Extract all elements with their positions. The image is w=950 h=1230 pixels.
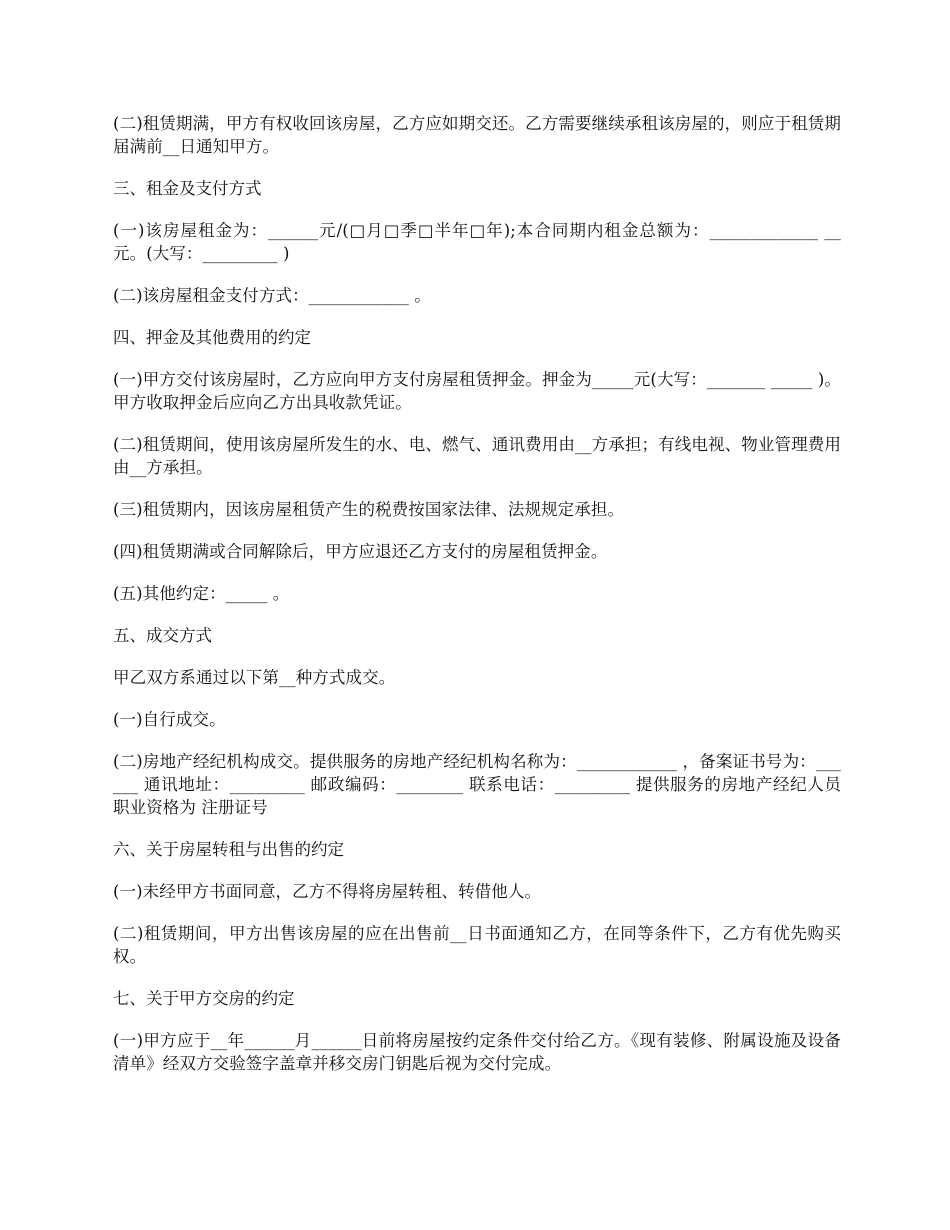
clause-rent-payment-method: (二)该房屋租金支付方式：____________ 。 (113, 286, 431, 305)
clause-sale-notice: (二)租赁期间，甲方出售该房屋的应在出售前__日书面通知乙方，在同等条件下，乙方有优先购买权。 (113, 924, 841, 966)
clause-utility-fees: (二)租赁期间，使用该房屋所发生的水、电、燃气、通讯费用由__方承担；有线电视、物业管理费用由__方承担。 (113, 435, 841, 477)
document-body (113, 112, 841, 1094)
clause-other-agreements: (五)其他约定：_____ 。 (113, 584, 290, 603)
clause-self-transaction: (一)自行成交。 (113, 710, 226, 729)
clause-taxes: (三)租赁期内，因该房屋租赁产生的税费按国家法律、法规规定承担。 (113, 500, 625, 519)
clause-agency-transaction: (二)房地产经纪机构成交。提供服务的房地产经纪机构名称为：____________ ，备案证书号为：______ 通讯地址：_________ 邮政编码：________ 联系电话：_________ 提供服务的房地产经纪人员职业资格为 注册证号 (113, 752, 841, 817)
section-heading-handover: 七、关于甲方交房的约定 (113, 989, 295, 1008)
clause-transaction-choice: 甲乙双方系通过以下第__种方式成交。 (113, 668, 396, 687)
clause-rent-amount: (一)该房屋租金为：______元/(□月□季□半年□年);本合同期内租金总额为：_____________ __元。(大写：_________ ) (113, 221, 841, 263)
clause-handover-date: (一)甲方应于__年______月______日前将房屋按约定条件交付给乙方。《现有装修、附属设施及设备清单》经双方交验签字盖章并移交房门钥匙后视为交付完成。 (113, 1031, 841, 1073)
clause-deposit-refund: (四)租赁期满或合同解除后，甲方应退还乙方支付的房屋租赁押金。 (113, 542, 608, 561)
section-heading-rent-payment: 三、租金及支付方式 (113, 179, 262, 198)
clause-deposit: (一)甲方交付该房屋时，乙方应向甲方支付房屋租赁押金。押金为_____元(大写：_______ _____ )。甲方收取押金后应向乙方出具收款凭证。 (113, 370, 841, 412)
clause-no-sublease: (一)未经甲方书面同意，乙方不得将房屋转租、转借他人。 (113, 882, 542, 901)
clause-lease-expiry-return: (二)租赁期满，甲方有权收回该房屋，乙方应如期交还。乙方需要继续承租该房屋的，则应于租赁期届满前__日通知甲方。 (113, 114, 841, 156)
section-heading-transaction-method: 五、成交方式 (113, 626, 212, 645)
section-heading-sublease-sale: 六、关于房屋转租与出售的约定 (113, 840, 344, 859)
section-heading-deposit-fees: 四、押金及其他费用的约定 (113, 328, 311, 347)
